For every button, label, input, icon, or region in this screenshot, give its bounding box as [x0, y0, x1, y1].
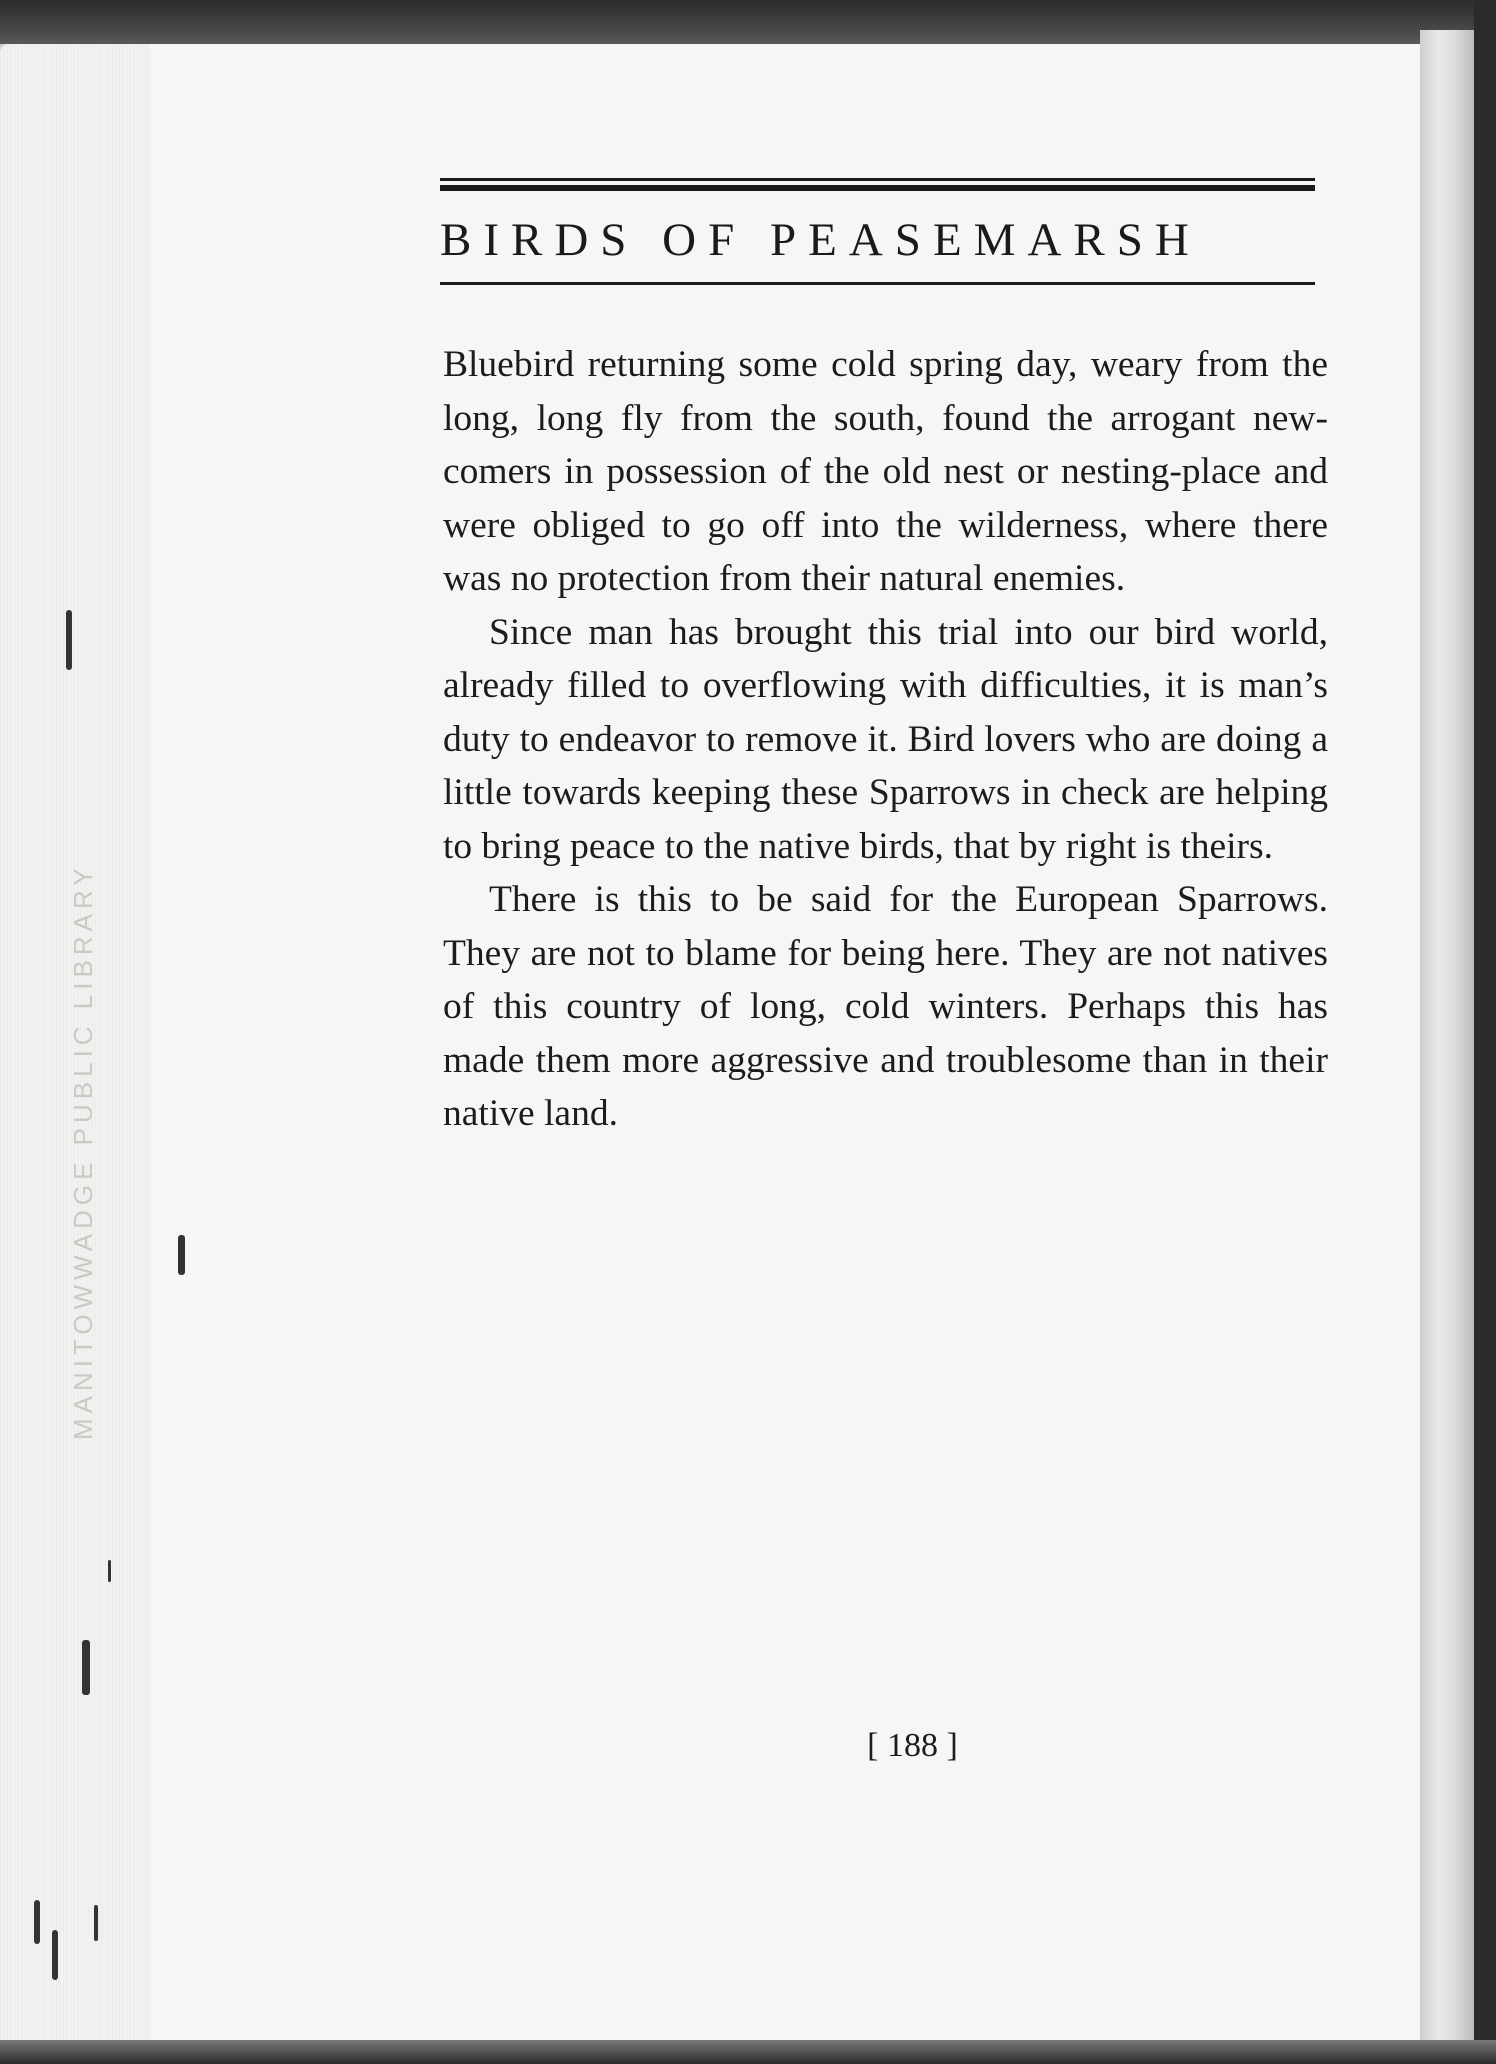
header-rule-top: [440, 178, 1315, 181]
body-text: [443, 338, 1328, 1141]
ink-speck: [66, 610, 72, 670]
library-stamp: MANITOWWADGE PUBLIC LIBRARY: [68, 863, 98, 1440]
ink-speck: [94, 1905, 98, 1941]
ink-speck: [52, 1930, 58, 1980]
page-number: [ 188 ]: [867, 1727, 958, 1764]
ink-speck: [108, 1560, 111, 1582]
paragraph: There is this to be said for the European Sparrows. They are not to blame for being here. They are not natives of this country of long, cold winters. Perhaps this has made them more aggressive and troublesome than in their native land.: [443, 879, 1328, 1134]
ink-speck: [34, 1900, 40, 1944]
ink-speck: [178, 1235, 185, 1275]
scan-bottom-border: [0, 2040, 1496, 2064]
page-header: [440, 178, 1315, 285]
paragraph: Bluebird returning some cold spring day, weary from the long, long fly from the south, found the arrogant new-comers in possession of the old nest or nesting-place and were obliged to go off into the wilderness, where there was no protection from their natural enemies.: [443, 344, 1328, 599]
header-rule-double: [440, 185, 1315, 191]
header-rule-bottom: [440, 282, 1315, 285]
ink-speck: [82, 1640, 90, 1695]
running-head: BIRDS OF PEASEMARSH: [440, 214, 1201, 266]
paragraph: Since man has brought this trial into our bird world, already filled to overflowing with difficulties, it is man’s duty to endeavor to remove it. Bird lovers who are doing a little towards keeping these Sparrows in check are helping to bring peace to the native birds, that by right is theirs.: [443, 611, 1328, 867]
